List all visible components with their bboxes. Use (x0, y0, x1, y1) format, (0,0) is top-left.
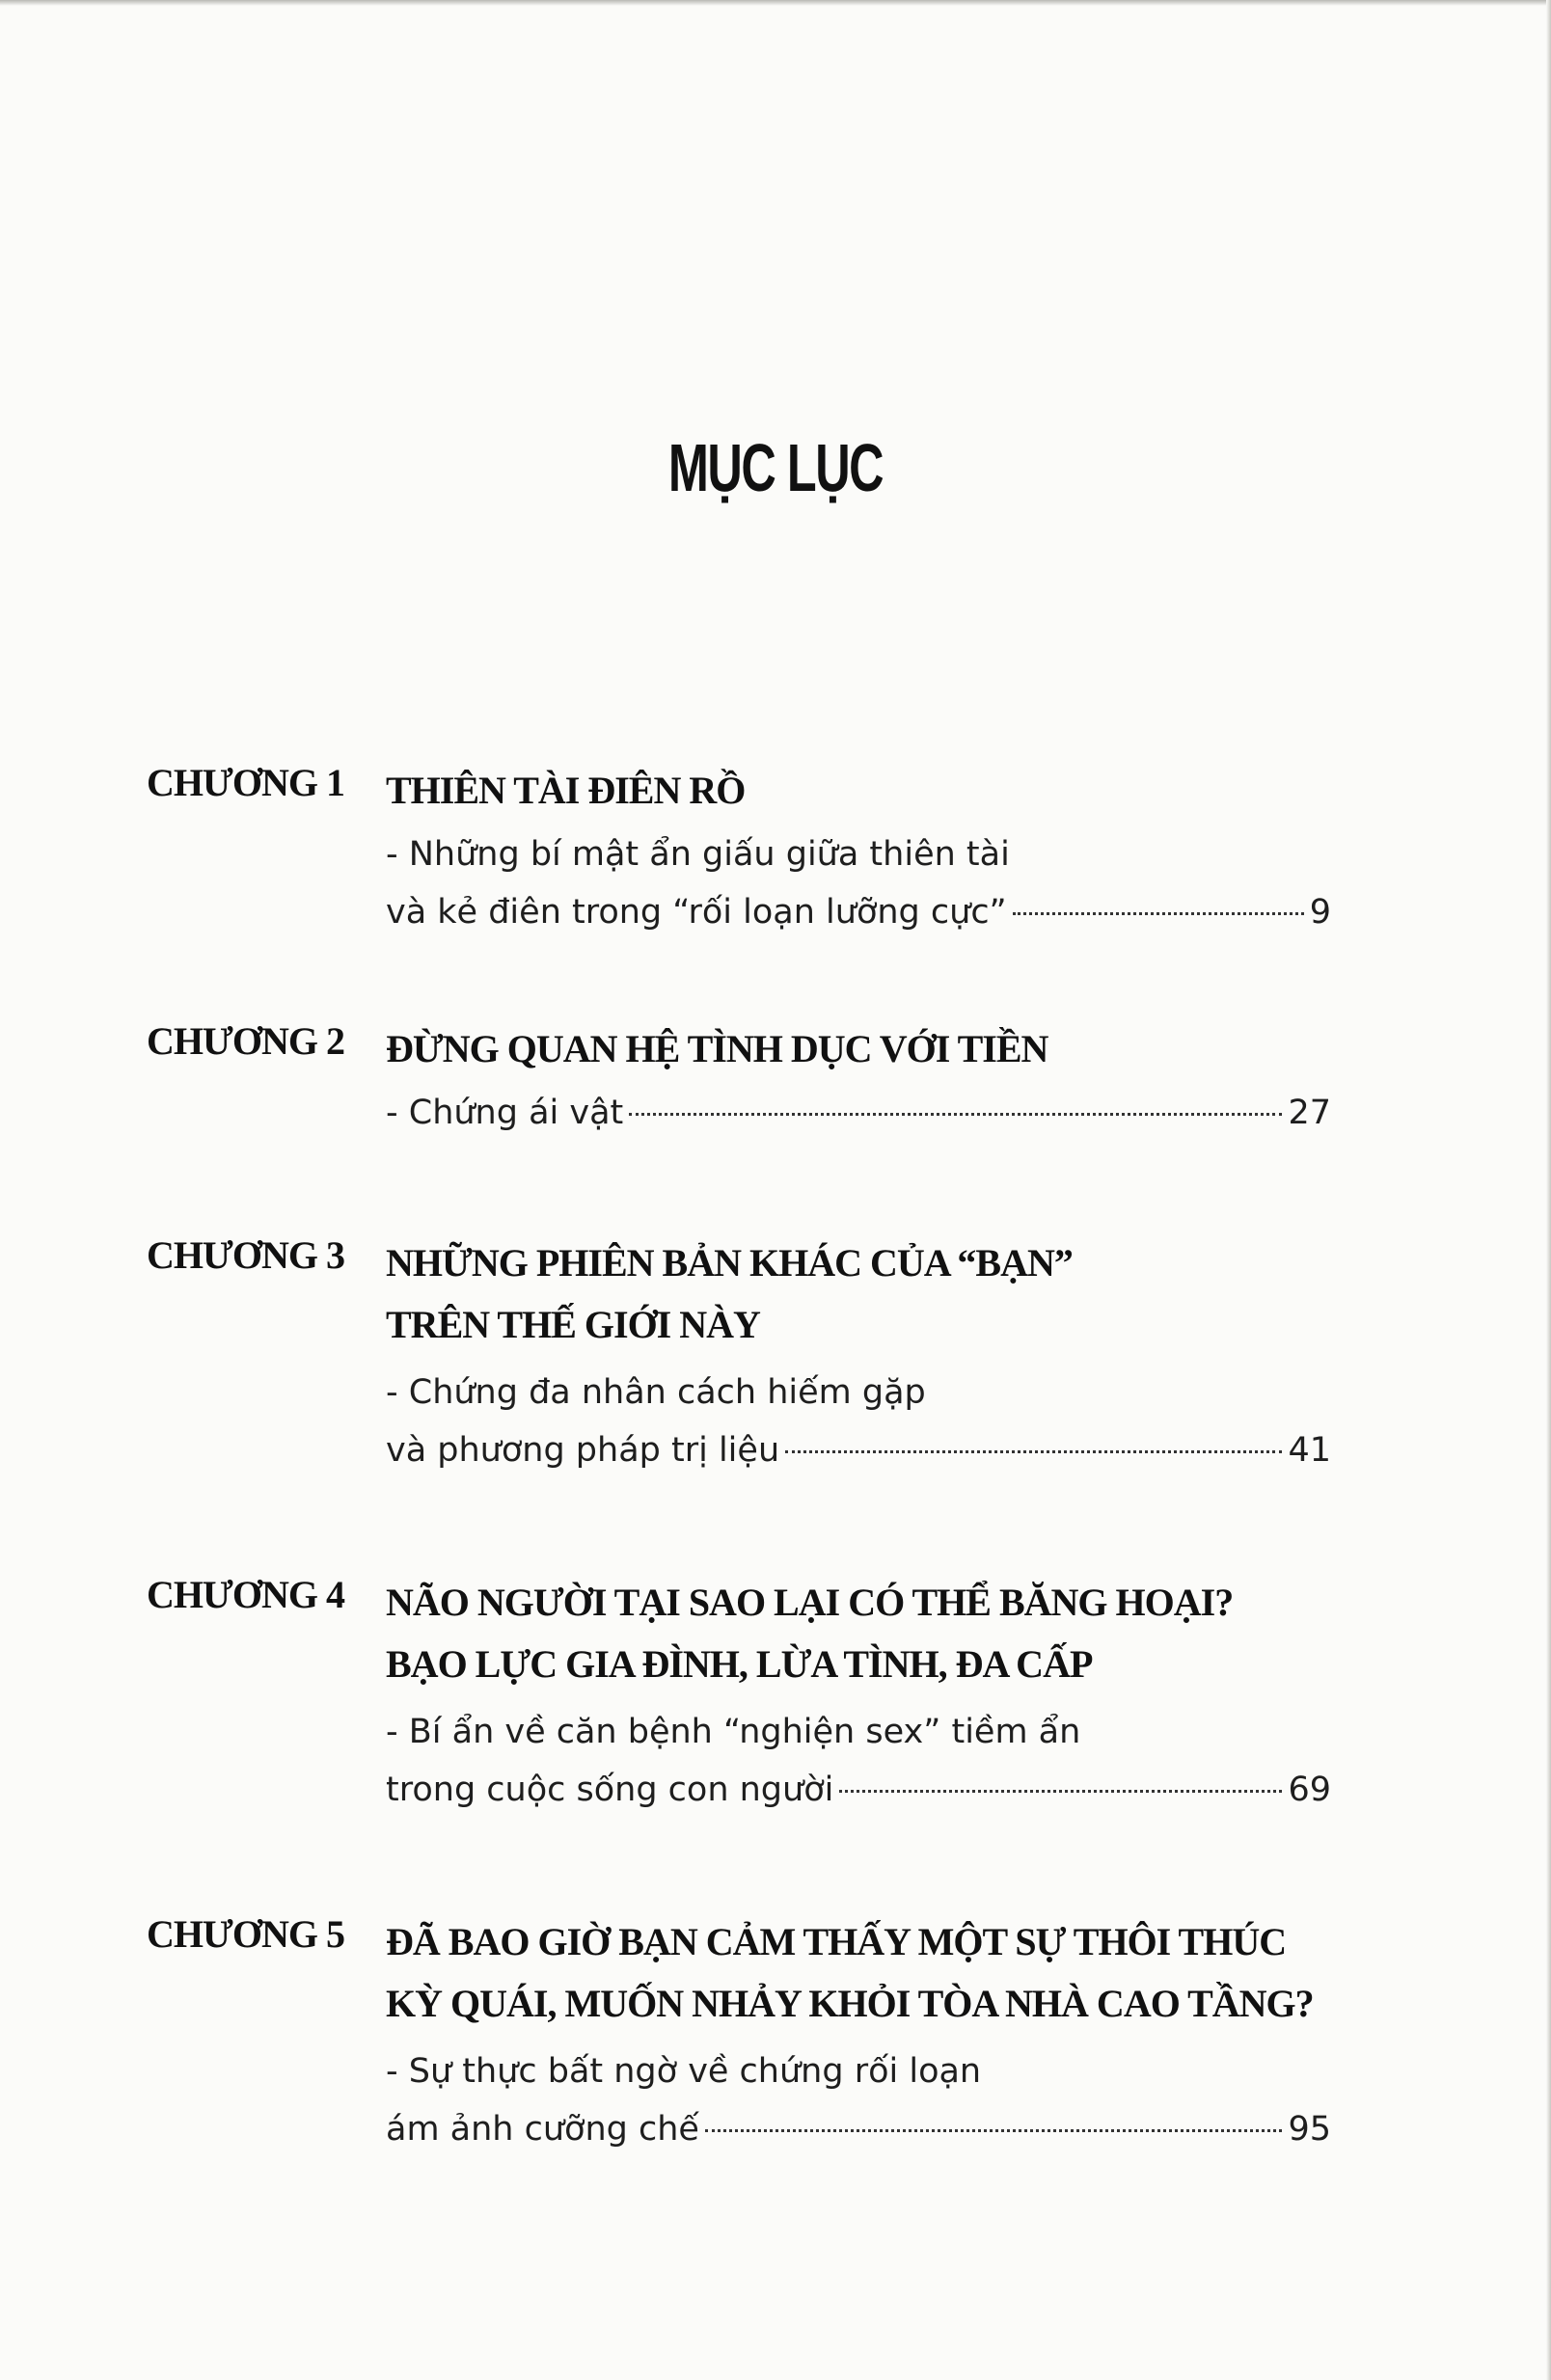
chapter-title-line: ĐỪNG QUAN HỆ TÌNH DỤC VỚI TIỀN (386, 1027, 1048, 1070)
description-line: - Chứng đa nhân cách hiếm gặp (386, 1373, 926, 1412)
description-line: và kẻ điên trong “rối loạn lưỡng cực” (386, 893, 1007, 932)
chapter-title-line: THIÊN TÀI ĐIÊN RỒ (386, 769, 746, 812)
chapter-label: CHƯƠNG 3 (147, 1233, 344, 1277)
description-line: trong cuộc sống con người (386, 1771, 834, 1809)
description-leader-line (386, 1084, 1331, 1142)
chapter-title-line: KỲ QUÁI, MUỐN NHẢY KHỎI TÒA NHÀ CAO TẦNG? (386, 1982, 1314, 2025)
chapter-title (386, 1018, 1350, 1080)
page-number: 95 (1288, 2110, 1331, 2149)
chapter-label: CHƯƠNG 2 (147, 1019, 344, 1063)
description-leader-line (386, 2100, 1331, 2158)
description-line: - Sự thực bất ngờ về chứng rối loạn (386, 2052, 982, 2091)
chapter-description (386, 1703, 1331, 1819)
chapter-description (386, 2042, 1331, 2158)
chapter-title (386, 1911, 1350, 2035)
description-leader-line (386, 1421, 1331, 1479)
dot-leader (629, 1113, 1282, 1116)
chapter-description (386, 825, 1331, 941)
description-leader-line (386, 883, 1331, 941)
description-line: - Những bí mật ẩn giấu giữa thiên tài (386, 835, 1010, 874)
chapter-title (386, 1232, 1350, 1356)
chapter-title-line: TRÊN THẾ GIỚI NÀY (386, 1303, 760, 1346)
chapter-label: CHƯƠNG 4 (147, 1573, 344, 1616)
chapter-title-line: ĐÃ BAO GIỜ BẠN CẢM THẤY MỘT SỰ THÔI THÚC (386, 1920, 1287, 1963)
chapter-description (386, 1364, 1331, 1479)
page-number: 27 (1288, 1094, 1331, 1132)
dot-leader (1013, 912, 1304, 915)
description-line: ám ảnh cưỡng chế (386, 2110, 699, 2149)
dot-leader (785, 1450, 1282, 1453)
description-leader-line (386, 1761, 1331, 1819)
chapter-label: CHƯƠNG 1 (147, 761, 344, 804)
description-line: - Chứng ái vật (386, 1094, 624, 1132)
page-number: 69 (1288, 1771, 1331, 1809)
description-line: - Bí ẩn về căn bệnh “nghiện sex” tiềm ẩn (386, 1713, 1081, 1751)
page-edge-shadow (0, 0, 1551, 6)
chapter-title (386, 760, 1350, 822)
chapter-title-line: BẠO LỰC GIA ĐÌNH, LỪA TÌNH, ĐA CẤP (386, 1642, 1093, 1686)
dot-leader (839, 1790, 1282, 1793)
page-title: MỤC LỤC (667, 430, 884, 505)
chapter-title-line: NÃO NGƯỜI TẠI SAO LẠI CÓ THỂ BĂNG HOẠI? (386, 1581, 1234, 1624)
chapter-label: CHƯƠNG 5 (147, 1912, 344, 1956)
page-number: 41 (1288, 1431, 1331, 1470)
dot-leader (705, 2129, 1283, 2132)
chapter-description (386, 1084, 1331, 1142)
chapter-title-line: NHỮNG PHIÊN BẢN KHÁC CỦA “BẠN” (386, 1241, 1073, 1285)
page-edge-shadow-right (1546, 0, 1551, 2380)
chapter-title (386, 1572, 1350, 1695)
page-number: 9 (1309, 893, 1331, 932)
description-line: và phương pháp trị liệu (386, 1431, 780, 1470)
